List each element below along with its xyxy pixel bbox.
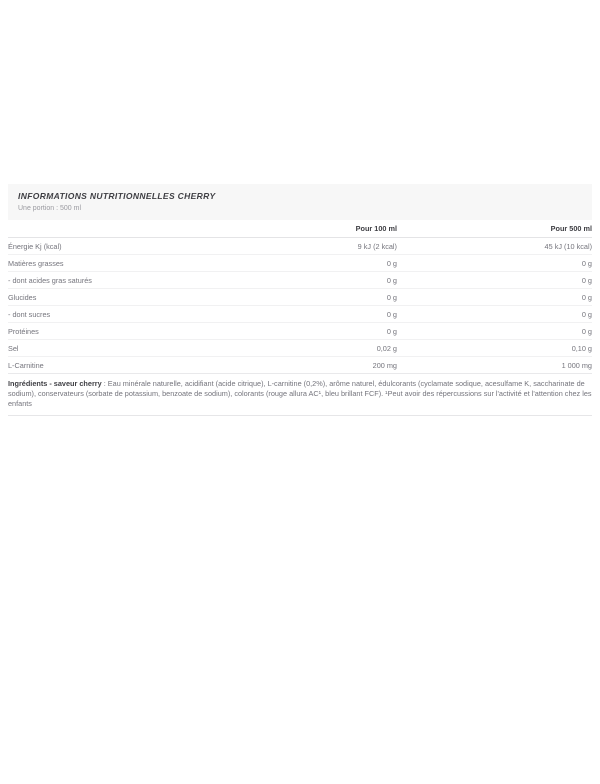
nutrition-panel — [8, 184, 592, 416]
table-header-row — [8, 220, 592, 238]
row-value-100ml: 0 g — [248, 255, 397, 272]
row-label: - dont sucres — [8, 306, 248, 323]
row-value-500ml: 0 g — [397, 289, 592, 306]
panel-title: INFORMATIONS NUTRITIONNELLES CHERRY — [18, 191, 216, 201]
row-label: L-Carnitine — [8, 357, 248, 374]
row-label: Matières grasses — [8, 255, 248, 272]
table-row — [8, 238, 592, 255]
portion-info: Une portion : 500 ml — [18, 205, 82, 212]
nutrition-table — [8, 220, 592, 374]
table-row — [8, 340, 592, 357]
row-label: Sel — [8, 340, 248, 357]
row-value-500ml: 0 g — [397, 255, 592, 272]
row-value-100ml: 200 mg — [248, 357, 397, 374]
bottom-divider — [8, 415, 592, 416]
row-value-500ml: 0,10 g — [397, 340, 592, 357]
ingredients-label: Ingrédients - saveur cherry — [8, 379, 102, 388]
table-row — [8, 357, 592, 374]
panel-header — [8, 184, 592, 220]
row-value-500ml: 45 kJ (10 kcal) — [397, 238, 592, 255]
table-row — [8, 272, 592, 289]
row-label: Glucides — [8, 289, 248, 306]
row-value-500ml: 0 g — [397, 272, 592, 289]
row-value-100ml: 0 g — [248, 289, 397, 306]
row-value-100ml: 0 g — [248, 323, 397, 340]
table-row — [8, 323, 592, 340]
row-label: - dont acides gras saturés — [8, 272, 248, 289]
row-value-500ml: 0 g — [397, 323, 592, 340]
empty-header-cell — [8, 220, 248, 238]
row-value-100ml: 9 kJ (2 kcal) — [248, 238, 397, 255]
row-value-500ml: 0 g — [397, 306, 592, 323]
column-header-per-500ml: Pour 500 ml — [397, 220, 592, 238]
row-value-100ml: 0 g — [248, 272, 397, 289]
table-row — [8, 306, 592, 323]
table-row — [8, 255, 592, 272]
row-label: Protéines — [8, 323, 248, 340]
row-value-100ml: 0,02 g — [248, 340, 397, 357]
row-value-500ml: 1 000 mg — [397, 357, 592, 374]
row-label: Énergie Kj (kcal) — [8, 238, 248, 255]
ingredients-body: : Eau minérale naturelle, acidifiant (acide citrique), L-carnitine (0,2%), arôme naturel, édulcorants (cyclamate sodique, acesulfame K, saccharinate de sodium), conservateurs (sorbate de potassium, benzoate de sodium), colorants (rouge allura AC¹, bleu brillant FCF). ¹Peut avoir des répercussions sur l'activité et l'attention chez les enfants — [8, 379, 592, 408]
row-value-100ml: 0 g — [248, 306, 397, 323]
column-header-per-100ml: Pour 100 ml — [248, 220, 397, 238]
table-row — [8, 289, 592, 306]
ingredients-text — [8, 379, 592, 409]
